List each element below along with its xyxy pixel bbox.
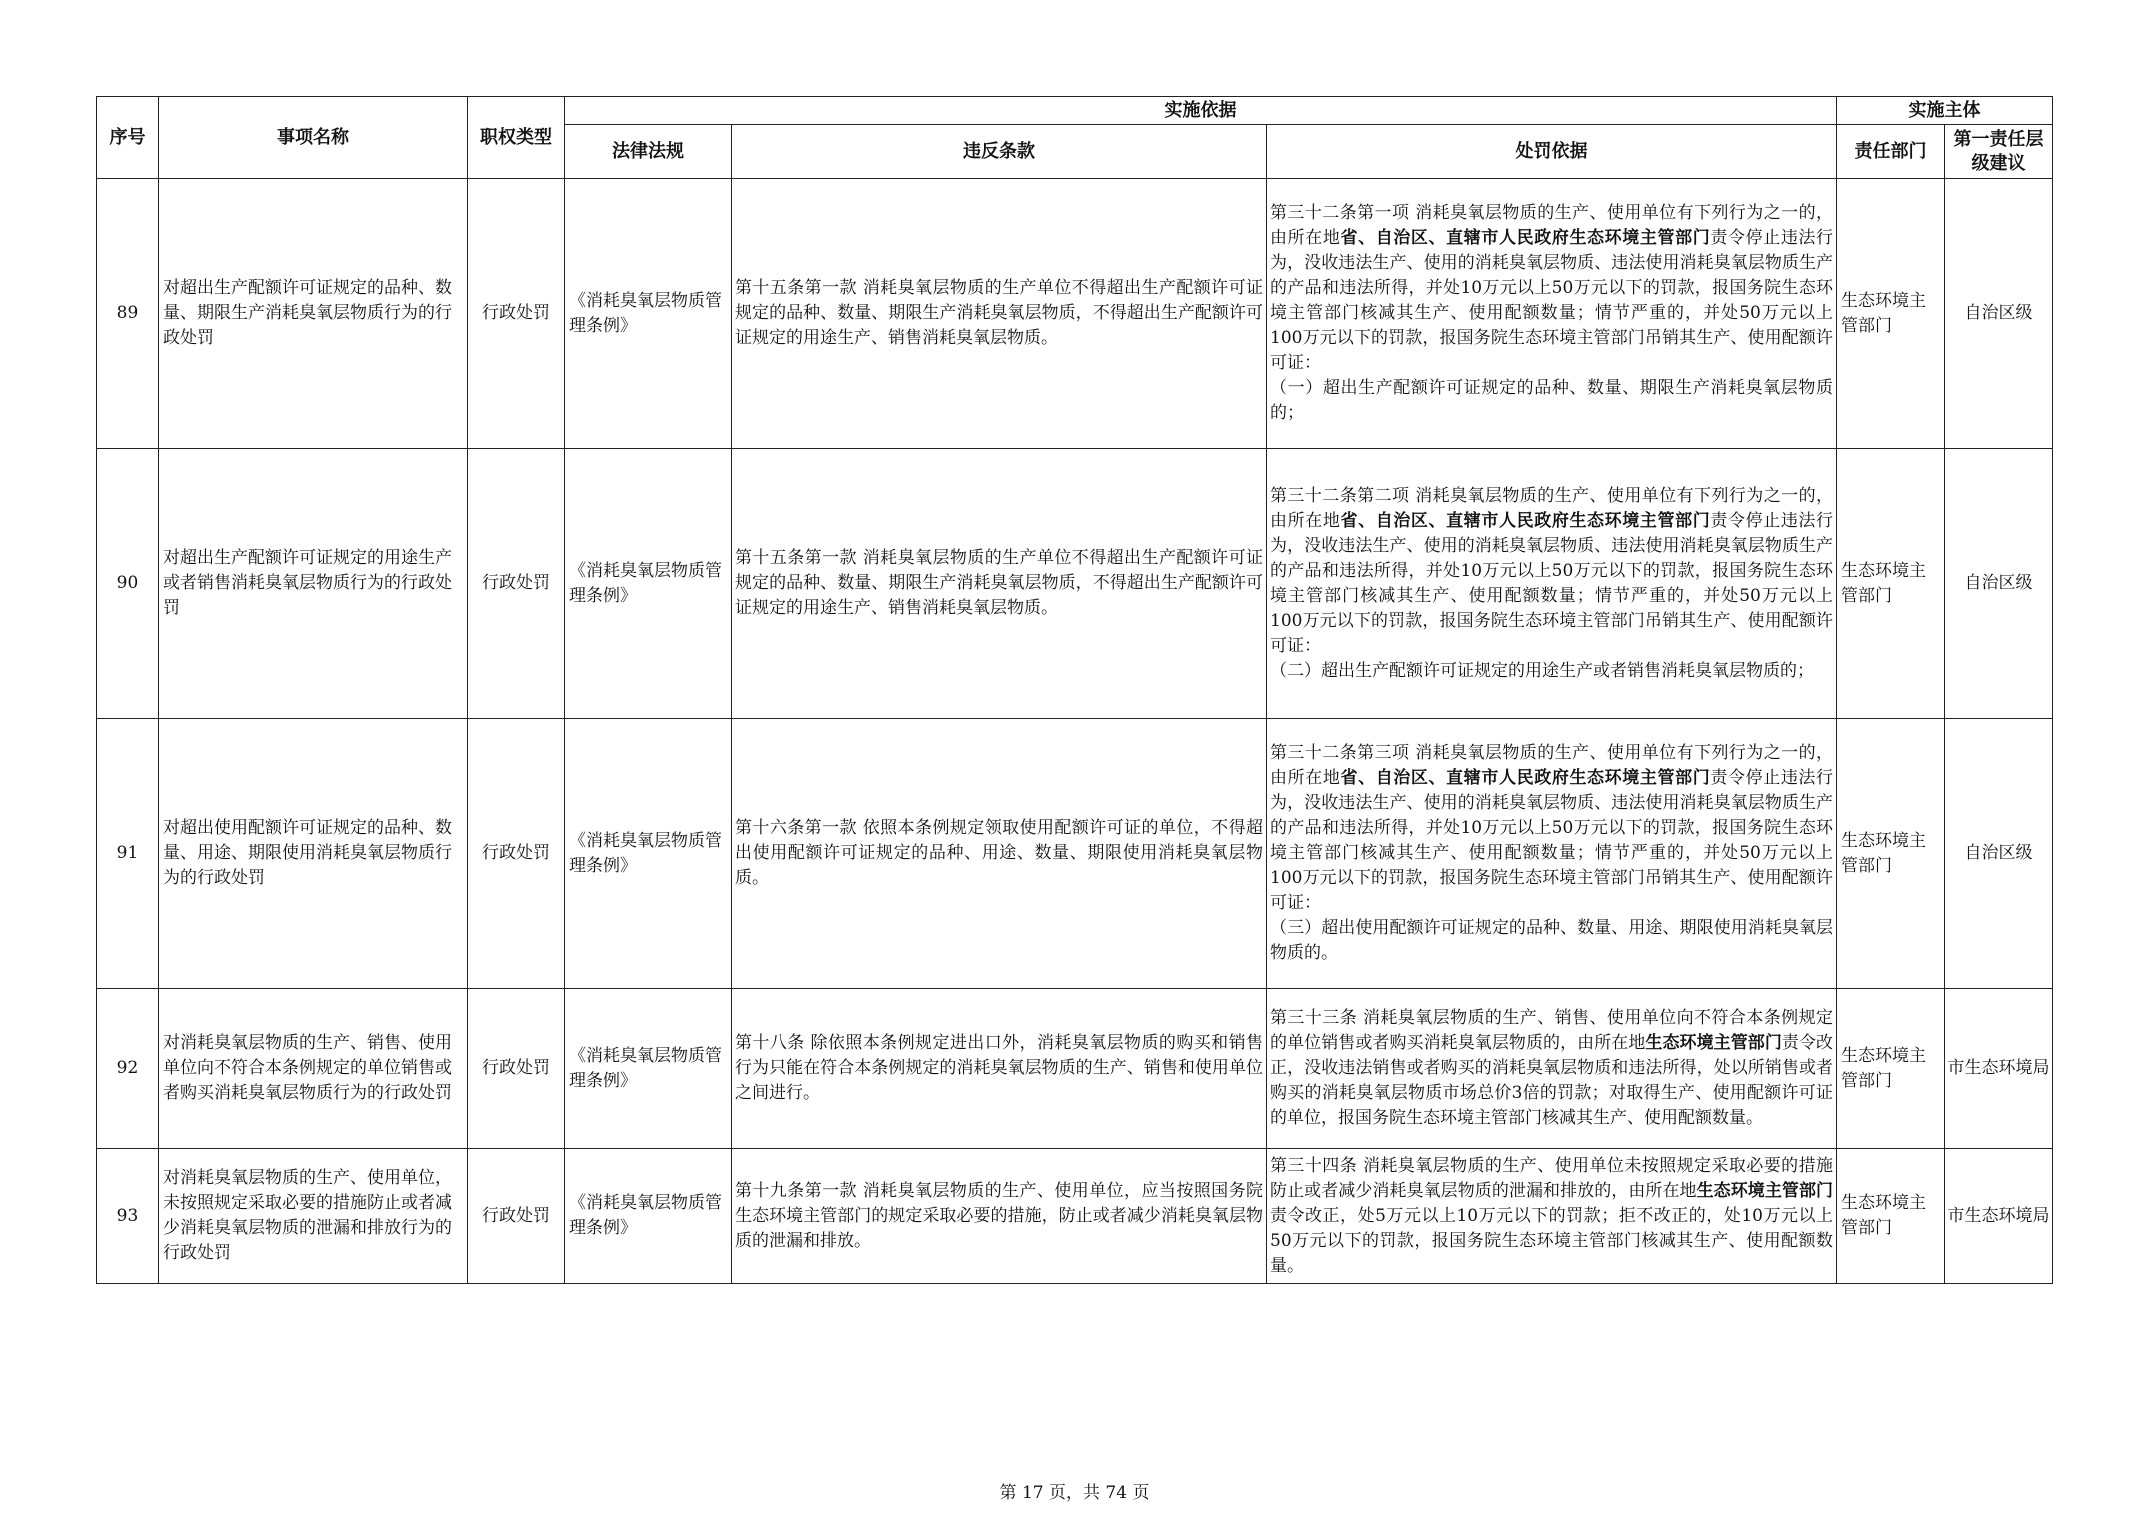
- header-authority-type: 职权类型: [468, 97, 565, 179]
- penalty-items-table: [96, 96, 2053, 1284]
- table-row: [97, 1149, 2053, 1284]
- penalty-authority: 生态环境主管部门: [1696, 1180, 1834, 1201]
- row-law: 《消耗臭氧层物质管理条例》: [565, 1149, 732, 1284]
- header-seq: 序号: [97, 97, 159, 179]
- penalty-pre: 第三十四条 消耗臭氧层物质的生产、使用单位未按照规定采取必要的措施防止或者减少消耗臭氧层物质的泄漏和排放的，由所在地: [1270, 1155, 1834, 1201]
- penalty-authority: 省、自治区、直辖市人民政府生态环境主管部门: [1340, 510, 1711, 531]
- row-law: 《消耗臭氧层物质管理条例》: [565, 719, 732, 989]
- penalty-authority: 省、自治区、直辖市人民政府生态环境主管部门: [1340, 228, 1711, 248]
- header-subject-group: 实施主体: [1837, 97, 2053, 125]
- row-responsible-dept: 生态环境主管部门: [1837, 719, 1945, 989]
- row-authority-type: 行政处罚: [468, 1149, 565, 1284]
- penalty-post: 责令改正，没收违法销售或者购买的消耗臭氧层物质和违法所得，处以所销售或者购买的消耗臭氧层物质市场总价3倍的罚款；对取得生产、使用配额许可证的单位，报国务院生态环境主管部门核减其生产、使用配额数量。: [1270, 1033, 1834, 1128]
- page-footer: [0, 1478, 2149, 1503]
- footer-suffix: 页: [1132, 1483, 1150, 1503]
- row-authority-type: 行政处罚: [468, 989, 565, 1149]
- footer-mid: 页，共: [1049, 1483, 1100, 1503]
- penalty-post: 责令停止违法行为，没收违法生产、使用的消耗臭氧层物质、违法使用消耗臭氧层物质生产的产品和违法所得，并处10万元以上50万元以下的罚款，报国务院生态环境主管部门核减其生产、使用配额数量；情节严重的，并处50万元以上100万元以下的罚款，报国务院生态环境主管部门吊销其生产、使用配额许可证：: [1270, 510, 1834, 656]
- penalty-post: 责令停止违法行为，没收违法生产、使用的消耗臭氧层物质、违法使用消耗臭氧层物质生产的产品和违法所得，并处10万元以上50万元以下的罚款，报国务院生态环境主管部门核减其生产、使用配额数量；情节严重的，并处50万元以上100万元以下的罚款，报国务院生态环境主管部门吊销其生产、使用配额许可证：: [1270, 768, 1834, 913]
- row-responsible-dept: 生态环境主管部门: [1837, 449, 1945, 719]
- row-responsible-dept: 生态环境主管部门: [1837, 179, 1945, 449]
- header-penalty-basis: 处罚依据: [1267, 125, 1837, 179]
- row-violation: 第十八条 除依照本条例规定进出口外，消耗臭氧层物质的购买和销售行为只能在符合本条例规定的消耗臭氧层物质的生产、销售和使用单位之间进行。: [732, 989, 1267, 1149]
- row-seq: 90: [97, 449, 159, 719]
- row-authority-type: 行政处罚: [468, 179, 565, 449]
- header-violation: 违反条款: [732, 125, 1267, 179]
- penalty-pre: 第三十三条 消耗臭氧层物质的生产、销售、使用单位向不符合本条例规定的单位销售或者购买消耗臭氧层物质的，由所在地: [1270, 1008, 1834, 1053]
- penalty-main: [1270, 741, 1833, 916]
- header-row-1: [97, 97, 2053, 125]
- row-penalty-basis: [1267, 1149, 1837, 1284]
- row-responsible-dept: 生态环境主管部门: [1837, 989, 1945, 1149]
- header-first-level: 第一责任层级建议: [1945, 125, 2053, 179]
- row-item-name: 对超出生产配额许可证规定的用途生产或者销售消耗臭氧层物质行为的行政处罚: [159, 449, 468, 719]
- row-law: 《消耗臭氧层物质管理条例》: [565, 179, 732, 449]
- footer-total-pages: 74: [1105, 1483, 1128, 1503]
- penalty-authority: 省、自治区、直辖市人民政府生态环境主管部门: [1340, 768, 1711, 788]
- row-violation: 第十五条第一款 消耗臭氧层物质的生产单位不得超出生产配额许可证规定的品种、数量、期限生产消耗臭氧层物质，不得超出生产配额许可证规定的用途生产、销售消耗臭氧层物质。: [732, 449, 1267, 719]
- table-row: [97, 179, 2053, 449]
- table-row: [97, 719, 2053, 989]
- penalty-main: [1270, 201, 1833, 376]
- footer-prefix: 第: [999, 1483, 1017, 1503]
- table-row: [97, 989, 2053, 1149]
- penalty-item: （一）超出生产配额许可证规定的品种、数量、期限生产消耗臭氧层物质的；: [1270, 378, 1834, 423]
- row-first-level: 市生态环境局: [1945, 1149, 2053, 1284]
- header-item-name: 事项名称: [159, 97, 468, 179]
- table-row: [97, 449, 2053, 719]
- row-violation: 第十五条第一款 消耗臭氧层物质的生产单位不得超出生产配额许可证规定的品种、数量、期限生产消耗臭氧层物质，不得超出生产配额许可证规定的用途生产、销售消耗臭氧层物质。: [732, 179, 1267, 449]
- row-item-name: 对超出生产配额许可证规定的品种、数量、期限生产消耗臭氧层物质行为的行政处罚: [159, 179, 468, 449]
- row-penalty-basis: [1267, 989, 1837, 1149]
- penalty-authority: 生态环境主管部门: [1645, 1033, 1782, 1053]
- penalty-main: [1270, 1154, 1833, 1279]
- row-first-level: 自治区级: [1945, 449, 2053, 719]
- row-violation: 第十九条第一款 消耗臭氧层物质的生产、使用单位，应当按照国务院生态环境主管部门的规定采取必要的措施，防止或者减少消耗臭氧层物质的泄漏和排放。: [732, 1149, 1267, 1284]
- footer-page-number: 17: [1021, 1483, 1044, 1503]
- row-penalty-basis: [1267, 449, 1837, 719]
- row-seq: 91: [97, 719, 159, 989]
- row-first-level: 市生态环境局: [1945, 989, 2053, 1149]
- row-first-level: 自治区级: [1945, 179, 2053, 449]
- row-law: 《消耗臭氧层物质管理条例》: [565, 449, 732, 719]
- penalty-main: [1270, 1006, 1833, 1131]
- header-law: 法律法规: [565, 125, 732, 179]
- row-seq: 92: [97, 989, 159, 1149]
- row-penalty-basis: [1267, 179, 1837, 449]
- penalty-main: [1270, 484, 1833, 659]
- row-item-name: 对消耗臭氧层物质的生产、销售、使用单位向不符合本条例规定的单位销售或者购买消耗臭氧层物质行为的行政处罚: [159, 989, 468, 1149]
- row-penalty-basis: [1267, 719, 1837, 989]
- penalty-pre: 第三十二条第二项 消耗臭氧层物质的生产、使用单位有下列行为之一的，由所在地: [1270, 485, 1834, 531]
- penalty-pre: 第三十二条第一项 消耗臭氧层物质的生产、使用单位有下列行为之一的，由所在地: [1270, 203, 1834, 248]
- penalty-item: （三）超出使用配额许可证规定的品种、数量、用途、期限使用消耗臭氧层物质的。: [1270, 918, 1834, 963]
- row-seq: 89: [97, 179, 159, 449]
- penalty-pre: 第三十二条第三项 消耗臭氧层物质的生产、使用单位有下列行为之一的，由所在地: [1270, 743, 1834, 788]
- row-authority-type: 行政处罚: [468, 719, 565, 989]
- penalty-item: （二）超出生产配额许可证规定的用途生产或者销售消耗臭氧层物质的；: [1270, 660, 1814, 681]
- row-responsible-dept: 生态环境主管部门: [1837, 1149, 1945, 1284]
- row-authority-type: 行政处罚: [468, 449, 565, 719]
- header-basis-group: 实施依据: [565, 97, 1837, 125]
- penalty-post: 责令改正，处5万元以上10万元以下的罚款；拒不改正的，处10万元以上50万元以下的罚款，报国务院生态环境主管部门核减其生产、使用配额数量。: [1270, 1205, 1834, 1276]
- header-responsible-dept: 责任部门: [1837, 125, 1945, 179]
- row-item-name: 对消耗臭氧层物质的生产、使用单位，未按照规定采取必要的措施防止或者减少消耗臭氧层物质的泄漏和排放行为的行政处罚: [159, 1149, 468, 1284]
- penalty-post: 责令停止违法行为，没收违法生产、使用的消耗臭氧层物质、违法使用消耗臭氧层物质生产的产品和违法所得，并处10万元以上50万元以下的罚款，报国务院生态环境主管部门核减其生产、使用配额数量；情节严重的，并处50万元以上100万元以下的罚款，报国务院生态环境主管部门吊销其生产、使用配额许可证：: [1270, 228, 1834, 373]
- row-seq: 93: [97, 1149, 159, 1284]
- row-law: 《消耗臭氧层物质管理条例》: [565, 989, 732, 1149]
- row-violation: 第十六条第一款 依照本条例规定领取使用配额许可证的单位，不得超出使用配额许可证规定的品种、用途、数量、期限使用消耗臭氧层物质。: [732, 719, 1267, 989]
- row-first-level: 自治区级: [1945, 719, 2053, 989]
- row-item-name: 对超出使用配额许可证规定的品种、数量、用途、期限使用消耗臭氧层物质行为的行政处罚: [159, 719, 468, 989]
